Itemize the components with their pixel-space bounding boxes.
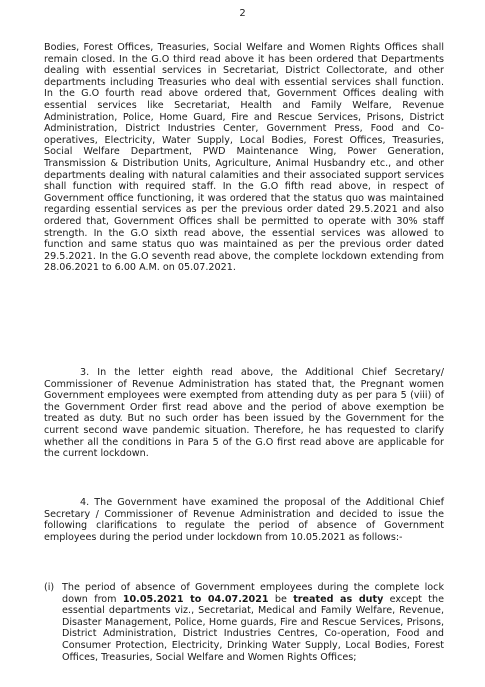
item-text-start: The period of absence of Government employees during the complete lock down from <box>62 582 444 605</box>
paragraph-3: 3. In the letter eighth read above, the Additional Chief Secretary/ Commissioner of Revenue Administration has stated that, the Pregnant women Government employees were exempted from attending duty as per para 5 (viii) of the Government Order first read above and the period of above exemption be treated as duty. But no such order has been issued by the Government for the current second wave pandemic situation. Therefore, he has requested to clarify whether all the conditions in Para 5 of the G.O first read above are applicable for the current lockdown. <box>44 367 444 460</box>
paragraph-4: 4. The Government have examined the proposal of the Additional Chief Secretary / Commissioner of Revenue Administration and decided to issue the following clarifications to regulate the period of absence of Government employees during the period under lockdown from 10.05.2021 as follows:- <box>44 497 444 543</box>
lockdown-dates: 10.05.2021 to 04.07.2021 <box>122 593 269 605</box>
item-marker: (i) <box>44 582 55 593</box>
item-text-end: except the essential departments viz., Secretariat, Medical and Family Welfare, Revenue, Disaster Management, Police, Home guards, Fire and Rescue Services, Prisons, District Administration, District Industries Centres, Co-operation, Food and Consumer Protection, Electricity, Drinking Water Supply, Local Bodies, Forest Offices, Treasuries, Social Welfare and Women Rights Offices; <box>62 593 444 663</box>
item-text-be: be <box>268 593 294 605</box>
item-text <box>62 582 444 663</box>
paragraph-continued: Bodies, Forest Offices, Treasuries, Social Welfare and Women Rights Offices shall remain closed. In the G.O third read above it has been ordered that Departments dealing with essential services in Secretariat, District Collectorate, and other departments including Treasuries who deal with essential services shall function. In the G.O fourth read above ordered that, Government Offices dealing with essential services like Secretariat, Health and Family Welfare, Revenue Administration, Police, Home Guard, Fire and Rescue Services, Prisons, District Administration, District Industries Center, Government Press, Food and Co-operatives, Electricity, Water Supply, Local Bodies, Forest Offices, Treasuries, Social Welfare Department, PWD Maintenance Wing, Power Generation, Transmission & Distribution Units, Agriculture, Animal Husbandry etc., and other departments dealing with natural calamities and their associated support services shall function with required staff. In the G.O fifth read above, in respect of Government office functioning, it was ordered that the status quo was maintained regarding essential services as per the previous order dated 29.5.2021 and also ordered that, Government Offices shall be permitted to operate with 30% staff strength. In the G.O sixth read above, the essential services was allowed to function and same status quo was maintained as per the previous order dated 29.5.2021. In the G.O seventh read above, the complete lockdown extending from 28.06.2021 to 6.00 A.M. on 05.07.2021. <box>44 42 444 274</box>
page-number: 2 <box>239 8 246 19</box>
treated-as-duty: treated as duty <box>293 593 384 605</box>
clarification-item-i <box>44 582 444 663</box>
